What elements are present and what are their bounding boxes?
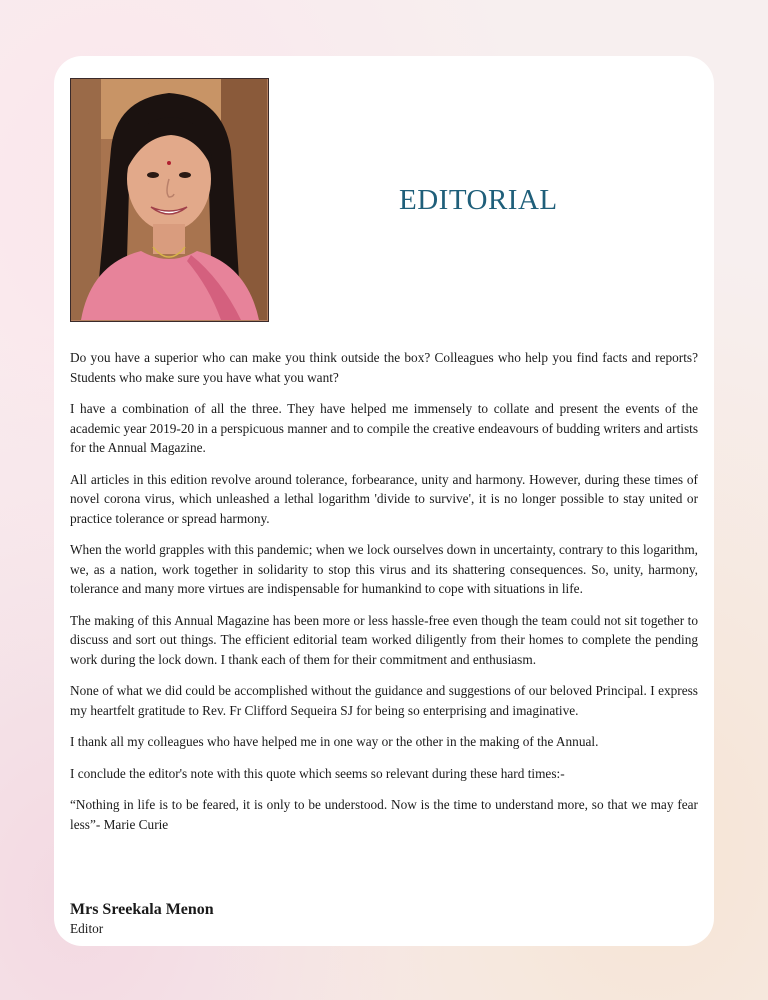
paragraph: Do you have a superior who can make you think outside the box? Colleagues who help you find facts and reports? Students who make sure you have what you want? (70, 350, 698, 385)
paragraph: All articles in this edition revolve around tolerance, forbearance, unity and harmony. However, during these times of novel corona virus, which unleashed a lethal logarithm 'divide to survive', it is no longer possible to stay united or practice tolerance or spread harmony. (70, 471, 698, 526)
paragraph: None of what we did could be accomplished without the guidance and suggestions of our beloved Principal. I express my heartfelt gratitude to Rev. Fr Clifford Sequeira SJ for being so enterprising and imaginative. (70, 683, 698, 718)
paragraph: The making of this Annual Magazine has been more or less hassle-free even though the team could not sit together to discuss and sort out things. The efficient editorial team worked diligently from their homes to complete the pending work during the lock down. I thank each of them for their commitment and enthusiasm. (70, 612, 698, 667)
portrait-image (71, 79, 267, 320)
editor-photo (70, 78, 269, 322)
quote-paragraph: “Nothing in life is to be feared, it is only to be understood. Now is the time to understand more, so that we may fear less”- Marie Curie (70, 797, 698, 832)
paragraph: I thank all my colleagues who have helped me in one way or the other in the making of the Annual. (70, 734, 599, 749)
signature-block (70, 900, 214, 938)
paragraph: When the world grapples with this pandemic; when we lock ourselves down in uncertainty, contrary to this logarithm, we, as a nation, work together in solidarity to stop this virus and its shattering consequences. So, unity, harmony, tolerance and many more virtues are indispensable for humankind to cope with situations in life. (70, 542, 698, 596)
page-title: EDITORIAL (399, 184, 558, 216)
editorial-card (54, 56, 714, 946)
editor-name: Mrs Sreekala Menon (70, 901, 214, 918)
editor-role: Editor (70, 921, 104, 936)
paragraph: I conclude the editor's note with this quote which seems so relevant during these hard times:- (70, 765, 565, 781)
editorial-body (70, 348, 698, 846)
paragraph: I have a combination of all the three. They have helped me immensely to collate and present the events of the academic year 2019-20 in a perspicuous manner and to compile the creative endeavours of budding writers and artists for the Annual Magazine. (70, 401, 698, 455)
